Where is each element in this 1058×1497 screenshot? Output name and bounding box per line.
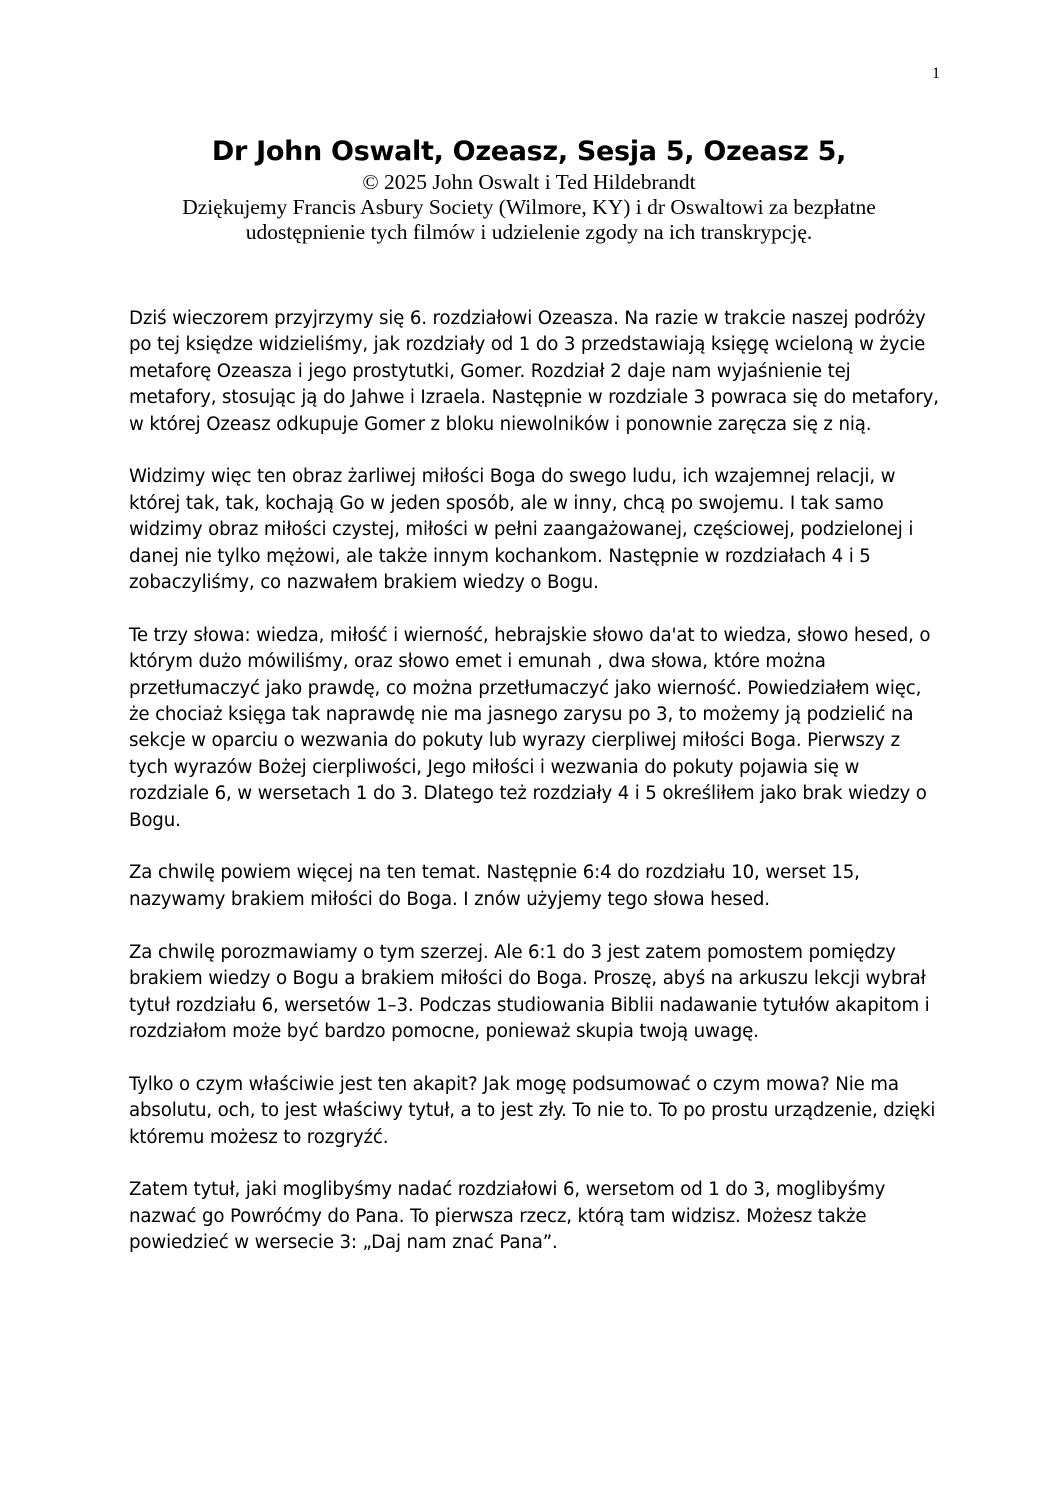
page-number: 1 — [932, 65, 940, 82]
thanks-line-2: udostępnienie tych filmów i udzielenie zgody na ich transkrypcję. — [245, 220, 813, 244]
paragraph: Tylko o czym właściwie jest ten akapit? Jak mogę podsumować o czym mowa? Nie ma absolutu, och, to jest właściwy tytuł, a to jest zły. To nie to. To po prostu urządzenie, dzięki któremu możesz to rozgryźć. — [129, 1073, 936, 1148]
document-header — [100, 134, 958, 245]
paragraph: Te trzy słowa: wiedza, miłość i wierność, hebrajskie słowo da'at to wiedza, słowo hesed, o którym dużo mówiliśmy, oraz słowo emet i emunah , dwa słowa, które można przetłumaczyć jako prawdę, co można przetłumaczyć jako wierność. Powiedziałem więc, że chociaż księga tak naprawdę nie ma jasnego zarysu po 3, to możemy ją podzielić na sekcje w oparciu o wezwania do pokuty lub wyrazy cierpliwej miłości Boga. Pierwszy z tych wyrazów Bożej cierpliwości, Jego miłości i wezwania do pokuty pojawia się w rozdziale 6, w wersetach 1 do 3. Dlatego też rozdziały 4 i 5 określiłem jako brak wiedzy o Bogu. — [129, 624, 931, 831]
paragraph: Za chwilę powiem więcej na ten temat. Następnie 6:4 do rozdziału 10, werset 15, nazywamy brakiem miłości do Boga. I znów użyjemy tego słowa hesed. — [129, 862, 860, 910]
paragraph: Dziś wieczorem przyjrzymy się 6. rozdziałowi Ozeasza. Na razie w trakcie naszej podróży po tej księdze widzieliśmy, jak rozdziały od 1 do 3 przedstawiają księgę wcieloną w życie metaforę Ozeasza i jego prostytutki, Gomer. Rozdział 2 daje nam wyjaśnienie tej metafory, stosując ją do Jahwe i Izraela. Następnie w rozdziale 3 powraca się do metafory, w której Ozeasz odkupuje Gomer z bloku niewolników i ponownie zaręcza się z nią. — [129, 308, 939, 435]
document-title: Dr John Oswalt, Ozeasz, Sesja 5, Ozeasz 5, — [211, 136, 847, 167]
paragraph: Widzimy więc ten obraz żarliwej miłości Boga do swego ludu, ich wzajemnej relacji, w której tak, tak, kochają Go w jeden sposób, ale w inny, chcą po swojemu. I tak samo widzimy obraz miłości czystej, miłości w pełni zaangażowanej, częściowej, podzielonej i danej nie tylko mężowi, ale także innym kochankom. Następnie w rozdziałach 4 i 5 zobaczyliśmy, co nazwałem brakiem wiedzy o Bogu. — [129, 466, 914, 594]
paragraph: Za chwilę porozmawiamy o tym szerzej. Ale 6:1 do 3 jest zatem pomostem pomiędzy brakiem wiedzy o Bogu a brakiem miłości do Boga. Proszę, abyś na arkuszu lekcji wybrał tytuł rozdziału 6, wersetów 1–3. Podczas studiowania Biblii nadawanie tytułów akapitom i rozdziałom może być bardzo pomocne, ponieważ skupia twoją uwagę. — [129, 941, 930, 1042]
copyright-line: © 2025 John Oswalt i Ted Hildebrandt — [362, 170, 696, 194]
thanks-line-1: Dziękujemy Francis Asbury Society (Wilmore, KY) i dr Oswaltowi za bezpłatne — [182, 195, 876, 219]
document-body — [129, 306, 939, 1283]
paragraph: Zatem tytuł, jaki moglibyśmy nadać rozdziałowi 6, wersetom od 1 do 3, moglibyśmy nazwać go Powróćmy do Pana. To pierwsza rzecz, którą tam widzisz. Możesz także powiedzieć w wersecie 3: „Daj nam znać Pana”. — [129, 1179, 886, 1254]
